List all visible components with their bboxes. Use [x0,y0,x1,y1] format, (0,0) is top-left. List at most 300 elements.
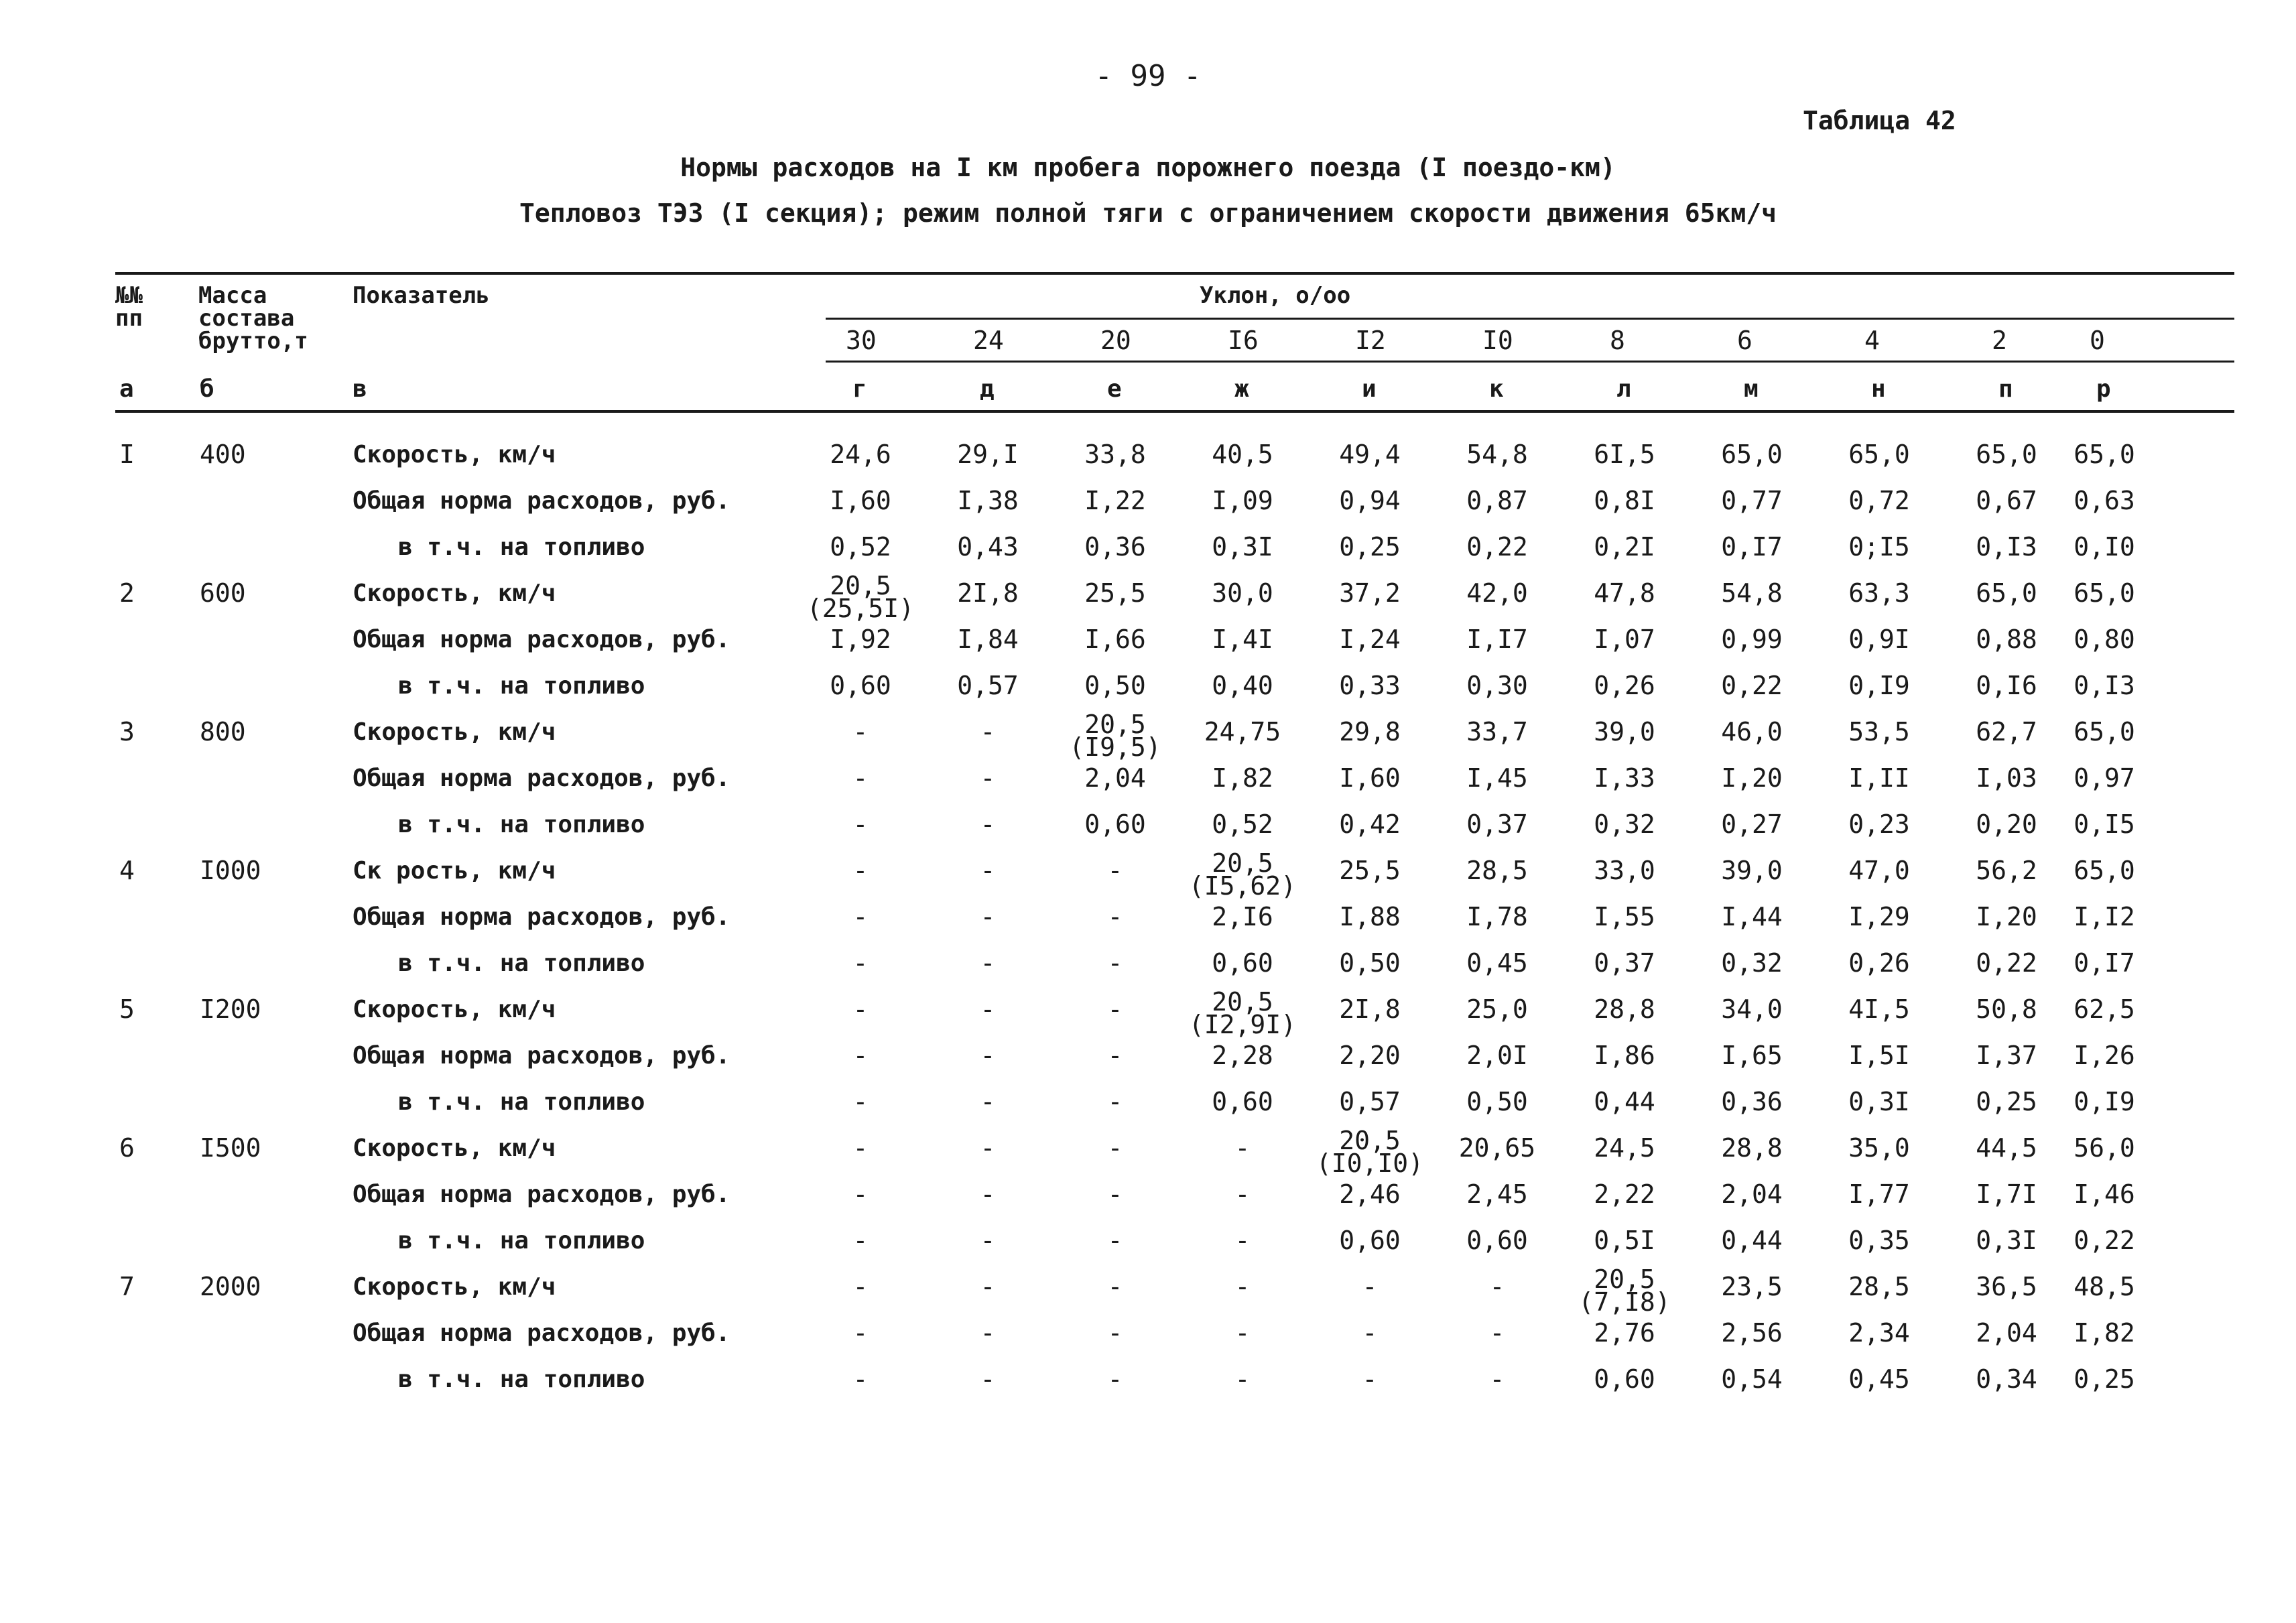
table-cell: 65,0 [2074,717,2135,746]
table-cell: I,60 [1339,763,1401,793]
letter-mass: б [200,375,214,403]
table-cell: 62,7 [1976,717,2037,746]
table-cell: - [852,856,869,885]
table-cell: 20,5 (I9,5) [1069,710,1161,762]
table-cell: I,55 [1594,902,1655,931]
table-cell: - [1362,1364,1378,1394]
table-cell: 0,60 [1212,1087,1273,1116]
table-cell: 0,25 [1339,532,1401,562]
table-cell: 23,5 [1721,1272,1783,1301]
column-letter: ж [1234,375,1249,403]
table-cell: 2,45 [1466,1179,1528,1209]
table-cell: 0,I9 [2074,1087,2135,1116]
table-cell: 0,72 [1848,486,1910,515]
table-cell: 37,2 [1339,578,1401,608]
table-cell: 28,5 [1466,856,1528,885]
table-cell: 2,04 [1976,1318,2037,1348]
table-cell: 6I,5 [1594,440,1655,469]
table-cell: 0,I0 [2074,532,2135,562]
table-cell: 0,63 [2074,486,2135,515]
table-cell: - [1489,1272,1505,1301]
grade-value: 20 [1100,326,1131,355]
table-cell: - [980,717,996,746]
table-cell: I,24 [1339,625,1401,654]
table-cell: - [1107,1226,1123,1255]
table-cell: 65,0 [1848,440,1910,469]
table-title: Нормы расходов на I км пробега порожнего поезда (I поездо-км) [680,153,1616,182]
column-letter: г [852,375,867,403]
table-cell: I,4I [1212,625,1273,654]
table-cell: 24,6 [830,440,891,469]
table-cell: 0,88 [1976,625,2037,654]
table-cell: - [980,1272,996,1301]
table-cell: - [1107,1364,1123,1394]
table-cell: 34,0 [1721,994,1783,1024]
row-mass: I200 [200,994,261,1024]
table-cell: I,I2 [2074,902,2135,931]
column-letter: д [980,375,995,403]
table-cell: 0,52 [1212,809,1273,839]
table-cell: 46,0 [1721,717,1783,746]
table-cell: 0,23 [1848,809,1910,839]
table-cell: 0,44 [1594,1087,1655,1116]
table-subtitle: Тепловоз ТЭ3 (I секция); режим полной тяги с ограничением скорости движения 65км/ч [519,198,1777,228]
letter-indicator: в [353,375,367,403]
table-cell: 0,60 [1084,809,1146,839]
grade-value: 4 [1864,326,1880,355]
table-cell: I,07 [1594,625,1655,654]
row-indicator: Общая норма расходов, руб. [353,487,730,515]
table-cell: I,66 [1084,625,1146,654]
table-cell: 0,57 [957,671,1019,700]
table-cell: 0,67 [1976,486,2037,515]
table-cell: 0,32 [1594,809,1655,839]
table-cell: 2,20 [1339,1041,1401,1070]
table-cell: I,44 [1721,902,1783,931]
table-cell: 0,20 [1976,809,2037,839]
table-cell: 4I,5 [1848,994,1910,1024]
table-cell: 29,8 [1339,717,1401,746]
table-cell: 0,3I [1848,1087,1910,1116]
table-cell: 65,0 [1976,440,2037,469]
table-cell: I,03 [1976,763,2037,793]
table-cell: 50,8 [1976,994,2037,1024]
table-cell: 0,60 [1594,1364,1655,1394]
table-cell: - [1107,856,1123,885]
table-cell: 20,5 (I5,62) [1188,848,1297,901]
table-cell: - [1234,1318,1251,1348]
table-cell: - [980,1133,996,1163]
table-cell: I,20 [1721,763,1783,793]
table-cell: 0,36 [1084,532,1146,562]
grade-values-rule [826,361,2234,363]
table-cell: I,5I [1848,1041,1910,1070]
table-cell: 53,5 [1848,717,1910,746]
table-cell: 0,25 [1976,1087,2037,1116]
table-top-rule [115,272,2234,275]
table-cell: - [852,717,869,746]
table-cell: - [852,1272,869,1301]
table-cell: 65,0 [2074,440,2135,469]
table-cell: 0,40 [1212,671,1273,700]
row-number: 4 [119,856,135,885]
table-cell: - [980,1364,996,1394]
row-mass: 400 [200,440,246,469]
table-cell: 49,4 [1339,440,1401,469]
table-cell: - [1107,1318,1123,1348]
table-cell: 2,I6 [1212,902,1273,931]
table-cell: I,II [1848,763,1910,793]
row-indicator: Общая норма расходов, руб. [353,1042,730,1069]
table-label: Таблица 42 [1803,106,1956,135]
row-indicator: Общая норма расходов, руб. [353,765,730,792]
table-cell: 0,60 [830,671,891,700]
table-cell: I,29 [1848,902,1910,931]
table-cell: 24,75 [1204,717,1281,746]
row-indicator: в т.ч. на топливо [398,533,645,561]
table-cell: 2,76 [1594,1318,1655,1348]
table-cell: - [852,763,869,793]
table-cell: 33,0 [1594,856,1655,885]
table-cell: 0,I9 [1848,671,1910,700]
row-number: 3 [119,717,135,746]
table-cell: - [852,1133,869,1163]
table-cell: 20,5 (7,I8) [1578,1264,1671,1317]
table-cell: - [852,1318,869,1348]
table-cell: I,I7 [1466,625,1528,654]
table-cell: - [1362,1272,1378,1301]
table-cell: 0,34 [1976,1364,2037,1394]
table-cell: - [1107,1041,1123,1070]
table-cell: I,77 [1848,1179,1910,1209]
table-cell: 0,60 [1339,1226,1401,1255]
table-cell: - [980,1318,996,1348]
table-cell: 0,57 [1339,1087,1401,1116]
row-number: 6 [119,1133,135,1163]
column-letter: е [1107,375,1122,403]
table-cell: - [852,1364,869,1394]
table-cell: 0,26 [1848,948,1910,978]
table-cell: 0,36 [1721,1087,1783,1116]
row-indicator: в т.ч. на топливо [398,1366,645,1393]
table-cell: 2,34 [1848,1318,1910,1348]
table-cell: - [1107,1179,1123,1209]
table-cell: 28,8 [1594,994,1655,1024]
table-cell: 33,8 [1084,440,1146,469]
table-cell: - [852,994,869,1024]
row-mass: 800 [200,717,246,746]
letters-rule [115,410,2234,413]
grade-value: 2 [1992,326,2007,355]
header-mass: Масса состава брутто,т [198,282,308,354]
table-cell: 36,5 [1976,1272,2037,1301]
row-number: 5 [119,994,135,1024]
table-cell: 2,04 [1084,763,1146,793]
row-indicator: Скорость, км/ч [353,1134,556,1162]
table-cell: - [1107,1272,1123,1301]
table-cell: 0,I7 [1721,532,1783,562]
table-cell: 0,2I [1594,532,1655,562]
table-cell: I,78 [1466,902,1528,931]
header-grade: Уклон, о/оо [1200,282,1351,309]
table-cell: 25,5 [1084,578,1146,608]
grade-value: 6 [1737,326,1752,355]
table-cell: I,60 [830,486,891,515]
row-number: 7 [119,1272,135,1301]
table-cell: - [1107,948,1123,978]
table-cell: 33,7 [1466,717,1528,746]
table-cell: 56,0 [2074,1133,2135,1163]
row-indicator: Общая норма расходов, руб. [353,1319,730,1347]
table-cell: - [980,994,996,1024]
table-cell: 65,0 [1976,578,2037,608]
row-number: 2 [119,578,135,608]
row-indicator: Скорость, км/ч [353,1273,556,1301]
table-cell: 0,30 [1466,671,1528,700]
column-letter: к [1489,375,1504,403]
table-cell: 0,87 [1466,486,1528,515]
table-cell: - [1107,1087,1123,1116]
table-cell: 0,37 [1594,948,1655,978]
table-cell: - [852,1041,869,1070]
table-cell: 44,5 [1976,1133,2037,1163]
table-cell: - [980,902,996,931]
table-cell: 28,5 [1848,1272,1910,1301]
table-cell: - [980,856,996,885]
row-number: I [119,440,135,469]
table-cell: 39,0 [1594,717,1655,746]
table-cell: 0,9I [1848,625,1910,654]
table-cell: 20,5 (I2,9I) [1188,987,1297,1039]
grade-header-rule [826,318,2234,320]
table-cell: 0,3I [1212,532,1273,562]
table-cell: - [852,1179,869,1209]
table-cell: 0,42 [1339,809,1401,839]
grade-value: 8 [1610,326,1625,355]
table-cell: 56,2 [1976,856,2037,885]
grade-value: 30 [846,326,877,355]
row-indicator: Скорость, км/ч [353,441,556,468]
table-cell: 62,5 [2074,994,2135,1024]
column-letter: н [1871,375,1886,403]
table-cell: 0,22 [1976,948,2037,978]
table-cell: 0,94 [1339,486,1401,515]
table-cell: 0,32 [1721,948,1783,978]
table-cell: I,37 [1976,1041,2037,1070]
header-num: №№ пп [115,282,143,332]
table-cell: 0,I3 [2074,671,2135,700]
row-mass: I000 [200,856,261,885]
grade-value: I0 [1482,326,1513,355]
table-cell: 2,22 [1594,1179,1655,1209]
table-cell: 0,26 [1594,671,1655,700]
table-cell: 47,8 [1594,578,1655,608]
column-letter: и [1362,375,1377,403]
row-indicator: в т.ч. на топливо [398,672,645,700]
table-cell: 54,8 [1466,440,1528,469]
table-cell: 0,I6 [1976,671,2037,700]
table-cell: - [1234,1272,1251,1301]
table-cell: I,92 [830,625,891,654]
table-cell: 2,56 [1721,1318,1783,1348]
table-cell: 63,3 [1848,578,1910,608]
header-indicator: Показатель [353,282,490,309]
table-cell: 0,22 [2074,1226,2135,1255]
table-cell: 65,0 [2074,856,2135,885]
table-cell: 0,50 [1339,948,1401,978]
table-cell: 54,8 [1721,578,1783,608]
table-cell: 0,5I [1594,1226,1655,1255]
table-cell: 40,5 [1212,440,1273,469]
table-cell: 0,50 [1084,671,1146,700]
grade-value: I6 [1228,326,1259,355]
table-cell: 0,22 [1721,671,1783,700]
row-mass: I500 [200,1133,261,1163]
table-cell: - [1107,902,1123,931]
table-cell: 2I,8 [1339,994,1401,1024]
grade-value: 24 [973,326,1004,355]
table-cell: - [980,948,996,978]
table-cell: - [1107,994,1123,1024]
table-cell: 0,45 [1848,1364,1910,1394]
table-cell: 65,0 [2074,578,2135,608]
table-cell: 30,0 [1212,578,1273,608]
table-cell: I,82 [1212,763,1273,793]
table-cell: - [1234,1179,1251,1209]
table-cell: 39,0 [1721,856,1783,885]
table-cell: 0,80 [2074,625,2135,654]
table-cell: - [980,1087,996,1116]
table-cell: 0,97 [2074,763,2135,793]
table-cell: 20,5 (I0,I0) [1316,1126,1424,1178]
table-cell: - [1234,1364,1251,1394]
table-cell: I,45 [1466,763,1528,793]
table-cell: 0,44 [1721,1226,1783,1255]
table-cell: 0,I3 [1976,532,2037,562]
row-mass: 2000 [200,1272,261,1301]
table-cell: 0,33 [1339,671,1401,700]
table-cell: 0,99 [1721,625,1783,654]
row-indicator: в т.ч. на топливо [398,950,645,977]
table-cell: I,7I [1976,1179,2037,1209]
table-cell: 2,04 [1721,1179,1783,1209]
table-cell: - [852,1226,869,1255]
table-cell: 0,50 [1466,1087,1528,1116]
table-cell: 20,65 [1458,1133,1536,1163]
table-cell: 0,60 [1466,1226,1528,1255]
table-cell: 0,3I [1976,1226,2037,1255]
letter-num: а [119,375,134,403]
grade-value: I2 [1355,326,1386,355]
row-indicator: в т.ч. на топливо [398,811,645,838]
table-cell: 24,5 [1594,1133,1655,1163]
table-cell: - [980,1226,996,1255]
row-indicator: Общая норма расходов, руб. [353,626,730,653]
table-cell: I,22 [1084,486,1146,515]
table-cell: 0,I7 [2074,948,2135,978]
row-indicator: Общая норма расходов, руб. [353,1181,730,1208]
table-cell: - [1362,1318,1378,1348]
row-indicator: Скорость, км/ч [353,580,556,607]
table-cell: 0,54 [1721,1364,1783,1394]
row-indicator: Ск рость, км/ч [353,857,556,885]
table-cell: I,86 [1594,1041,1655,1070]
table-cell: I,82 [2074,1318,2135,1348]
table-cell: 2,0I [1466,1041,1528,1070]
table-cell: 0,22 [1466,532,1528,562]
table-cell: 20,5 (25,5I) [806,571,915,623]
table-cell: 28,8 [1721,1133,1783,1163]
table-cell: 0,60 [1212,948,1273,978]
table-cell: - [980,1041,996,1070]
row-indicator: в т.ч. на топливо [398,1227,645,1254]
table-cell: I,26 [2074,1041,2135,1070]
grade-value: 0 [2090,326,2105,355]
table-cell: 48,5 [2074,1272,2135,1301]
table-cell: - [852,1087,869,1116]
column-letter: р [2096,375,2111,403]
table-cell: 2,46 [1339,1179,1401,1209]
table-cell: 2,28 [1212,1041,1273,1070]
table-cell: - [1234,1226,1251,1255]
table-cell: - [852,809,869,839]
table-cell: - [1489,1364,1505,1394]
table-cell: 25,5 [1339,856,1401,885]
row-indicator: Скорость, км/ч [353,996,556,1023]
table-cell: I,33 [1594,763,1655,793]
table-cell: 0,52 [830,532,891,562]
column-letter: м [1744,375,1759,403]
table-cell: 0,45 [1466,948,1528,978]
table-cell: - [980,763,996,793]
table-cell: I,88 [1339,902,1401,931]
table-cell: 0,25 [2074,1364,2135,1394]
row-indicator: в т.ч. на топливо [398,1088,645,1116]
table-cell: I,20 [1976,902,2037,931]
table-cell: 0,77 [1721,486,1783,515]
table-cell: 0,35 [1848,1226,1910,1255]
row-mass: 600 [200,578,246,608]
table-cell: - [1489,1318,1505,1348]
table-cell: 2I,8 [957,578,1019,608]
table-cell: 47,0 [1848,856,1910,885]
table-cell: 0,37 [1466,809,1528,839]
row-indicator: Общая норма расходов, руб. [353,903,730,931]
table-cell: 0,27 [1721,809,1783,839]
table-cell: 0;I5 [1848,532,1910,562]
table-cell: I,65 [1721,1041,1783,1070]
table-cell: 25,0 [1466,994,1528,1024]
table-cell: - [852,902,869,931]
column-letter: л [1616,375,1631,403]
table-cell: I,38 [957,486,1019,515]
page-number: - 99 - [1094,59,1202,93]
table-cell: 0,43 [957,532,1019,562]
table-cell: - [980,809,996,839]
table-cell: I,46 [2074,1179,2135,1209]
row-indicator: Скорость, км/ч [353,718,556,746]
table-cell: - [852,948,869,978]
table-cell: 35,0 [1848,1133,1910,1163]
table-cell: - [980,1179,996,1209]
table-cell: 65,0 [1721,440,1783,469]
table-cell: 0,I5 [2074,809,2135,839]
table-cell: I,84 [957,625,1019,654]
column-letter: п [1998,375,2013,403]
table-cell: - [1107,1133,1123,1163]
table-cell: 29,I [957,440,1019,469]
table-cell: 0,8I [1594,486,1655,515]
